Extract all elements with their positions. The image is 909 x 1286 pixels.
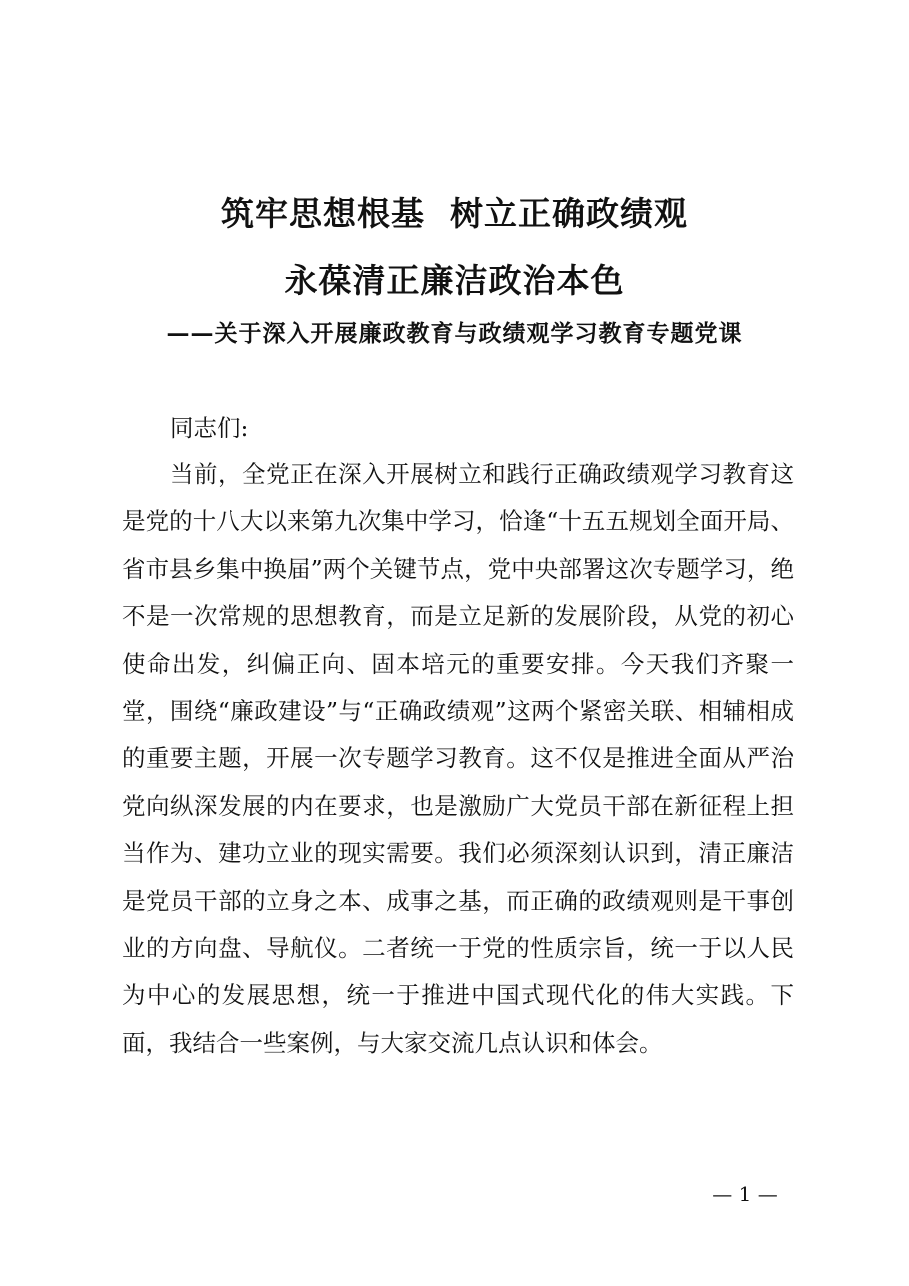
page-number: — 1 — [712,1182,778,1206]
document-title-line-2: 永葆清正廉洁政治本色 [284,261,625,300]
salutation: 同志们: [170,414,249,442]
document-subtitle: ——关于深入开展廉政教育与政绩观学习教育专题党课 [166,320,743,347]
document-title-line-1: 筑牢思想根基 树立正确政绩观 [221,194,688,233]
body-paragraph: 当前，全党正在深入开展树立和践行正确政绩观学习教育这是党的十八大以来第九次集中学习，恰逢“十五五规划全面开局、省市县乡集中换届”两个关键节点，党中央部署这次专题学习，绝不是一次常规的思想教育，而是立足新的发展阶段，从党的初心使命出发，纠偏正向、固本培元的重要安排。今天我们齐聚一堂，围绕“廉政建设”与“正确政绩观”这两个紧密关联、相辅相成的重要主题，开展一次专题学习教育。这不仅是推进全面从严治党向纵深发展的内在要求，也是激励广大党员干部在新征程上担当作为、建功立业的现实需要。我们必须深刻认识到，清正廉洁是党员干部的立身之本、成事之基，而正确的政绩观则是干事创业的方向盘、导航仪。二者统一于党的性质宗旨，统一于以人民为中心的发展思想，统一于推进中国式现代化的伟大实践。下面，我结合一些案例，与大家交流几点认识和体会。 [122,460,794,1057]
